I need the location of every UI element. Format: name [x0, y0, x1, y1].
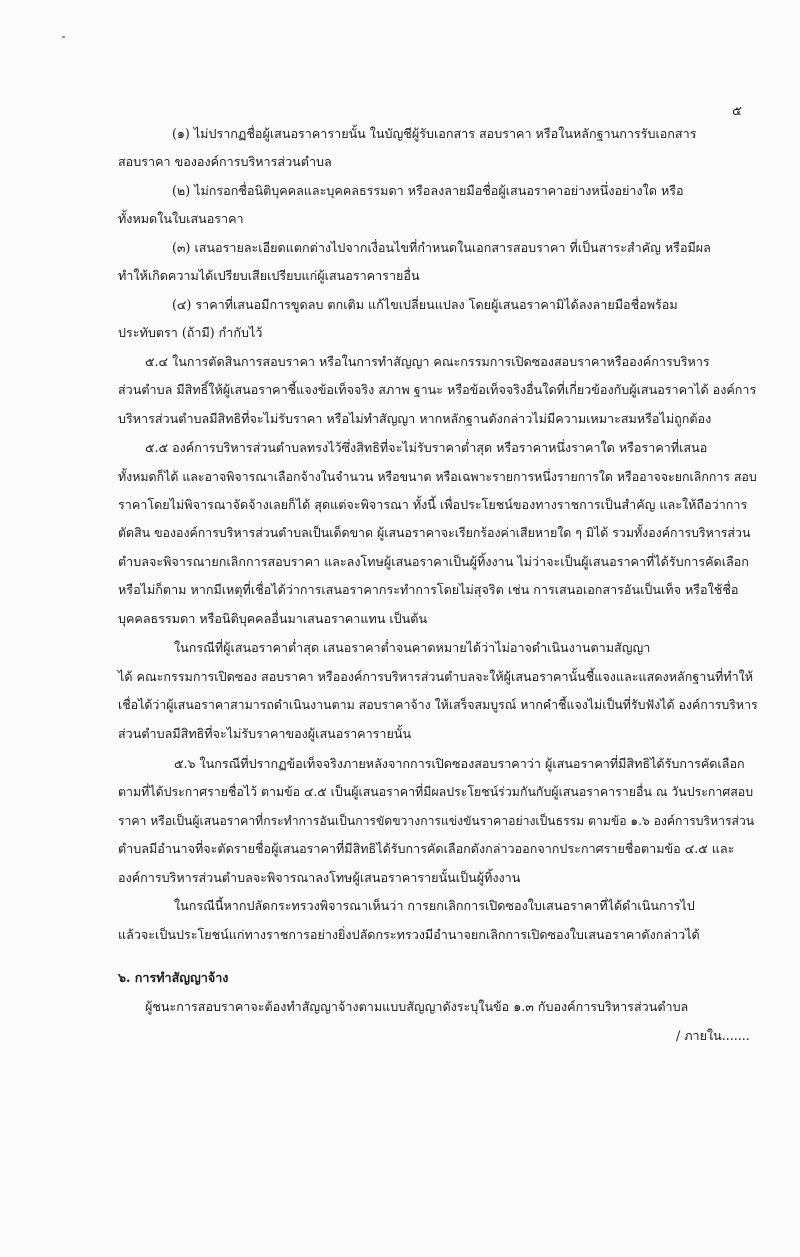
clause-5-3-1-line-2: สอบราคา ขององค์การบริหารส่วนตำบล [118, 154, 332, 169]
clause-5-3-1-line-1: (๑) ไม่ปรากฏชื่อผู้เสนอราคารายนั้น ในบัญชีผู้รับเอกสาร สอบราคา หรือในหลักฐานการรับเอกสาร [172, 126, 697, 141]
scan-speck [62, 36, 65, 38]
clause-5-4-line-2: ส่วนตำบล มีสิทธิ์ให้ผู้เสนอราคาชี้แจงข้อเท็จจริง สภาพ ฐานะ หรือข้อเท็จจริงอื่นใดที่เกี่ยวข้องกับผู้เสนอราคาได้ องค์การ [118, 382, 757, 397]
clause-5-3-3-line-1: (๓) เสนอรายละเอียดแตกต่างไปจากเงื่อนไขที่กำหนดในเอกสารสอบราคา ที่เป็นสาระสำคัญ หรือมีผล [172, 240, 711, 255]
clause-5-3-4-line-1: (๔) ราคาที่เสนอมีการขูดลบ ตกเติม แก้ไขเปลี่ยนแปลง โดยผู้เสนอราคามิได้ลงลายมือชื่อพร้อม [172, 297, 678, 312]
clause-5-5-line-7: บุคคลธรรมดา หรือนิติบุคคลอื่นมาเสนอราคาแทน เป็นต้น [118, 611, 428, 626]
clause-5-4-line-1: ๕.๔ ในการตัดสินการสอบราคา หรือในการทำสัญญา คณะกรรมการเปิดซองสอบราคาหรือองค์การบริหาร [145, 354, 710, 369]
clause-5-3-2-line-2: ทั้งหมดในใบเสนอราคา [118, 211, 244, 226]
clause-5-6-line-5: องค์การบริหารส่วนตำบลจะพิจารณาลงโทษผู้เสนอราคารายนั้นเป็นผู้ทิ้งงาน [118, 870, 521, 885]
clause-5-6-para2-line-1: ในกรณีนี้หากปลัดกระทรวงพิจารณาเห็นว่า การยกเลิกการเปิดซองใบเสนอราคาที่ได้ดำเนินการไป [174, 898, 695, 913]
section-6-line-1: ผู้ชนะการสอบราคาจะต้องทำสัญญาจ้างตามแบบสัญญาดังระบุในข้อ ๑.๓ กับองค์การบริหารส่วนตำบล [145, 999, 689, 1014]
clause-5-3-4-line-2: ประทับตรา (ถ้ามี) กำกับไว้ [118, 325, 263, 340]
clause-5-5-line-2: ทั้งหมดก็ได้ และอาจพิจารณาเลือกจ้างในจำนวน หรือขนาด หรือเฉพาะรายการหนึ่งรายการใด หรืออาจจะยกเลิกการ สอบ [118, 469, 757, 484]
continuation-note: / ภายใน....... [676, 1028, 750, 1043]
clause-5-3-2-line-1: (๒) ไม่กรอกชื่อนิติบุคคลและบุคคลธรรมดา หรือลงลายมือชื่อผู้เสนอราคาอย่างหนึ่งอย่างใด หรือ [172, 183, 684, 198]
clause-5-5-line-1: ๕.๕ องค์การบริหารส่วนตำบลทรงไว้ซึ่งสิทธิที่จะไม่รับราคาต่ำสุด หรือราคาหนึ่งราคาใด หรือราคาที่เสนอ [145, 440, 708, 455]
clause-5-5-line-6: หรือไม่ก็ตาม หากมีเหตุที่เชื่อได้ว่าการเสนอราคากระทำการโดยไม่สุจริต เช่น การเสนอเอกสารอันเป็นเท็จ หรือใช้ชื่อ [118, 582, 739, 597]
page-number: ๕ [732, 104, 742, 119]
clause-5-6-line-4: ตำบลมีอำนาจที่จะตัดรายชื่อผู้เสนอราคาที่มีสิทธิได้รับการคัดเลือกดังกล่าวออกจากประกาศรายชื่อตามข้อ ๔.๕ และ [118, 841, 735, 856]
clause-5-6-para2-line-2: แล้วจะเป็นประโยชน์แก่ทางราชการอย่างยิ่งปลัดกระทรวงมีอำนาจยกเลิกการเปิดซองใบเสนอราคาดังกล่าวได้ [118, 927, 700, 942]
clause-5-6-line-1: ๕.๖ ในกรณีที่ปรากฏข้อเท็จจริงภายหลังจากการเปิดซองสอบราคาว่า ผู้เสนอราคาที่มีสิทธิได้รับการคัดเลือก [174, 756, 745, 771]
clause-5-5-line-4: ตัดสิน ขององค์การบริหารส่วนตำบลเป็นเด็ดขาด ผู้เสนอราคาจะเรียกร้องค่าเสียหายใด ๆ มิได้ รวมทั้งองค์การบริหารส่วน [118, 525, 751, 540]
clause-5-5-para2-line-1: ในกรณีที่ผู้เสนอราคาต่ำสุด เสนอราคาต่ำจนคาดหมายได้ว่าไม่อาจดำเนินงานตามสัญญา [174, 640, 651, 655]
clause-5-5-para2-line-3: เชื่อได้ว่าผู้เสนอราคาสามารถดำเนินงานตาม สอบราคาจ้าง ให้เสร็จสมบูรณ์ หากคำชี้แจงไม่เป็นที่รับฟังได้ องค์การบริหาร [118, 697, 758, 712]
clause-5-5-para2-line-4: ส่วนตำบลมีสิทธิที่จะไม่รับราคาของผู้เสนอราคารายนั้น [118, 726, 412, 741]
clause-5-6-line-2: ตามที่ได้ประกาศรายชื่อไว้ ตามข้อ ๔.๕ เป็นผู้เสนอราคาที่มีผลประโยชน์ร่วมกันกับผู้เสนอราคารายอื่น ณ วันประกาศสอบ [118, 784, 754, 799]
clause-5-5-para2-line-2: ได้ คณะกรรมการเปิดซอง สอบราคา หรือองค์การบริหารส่วนตำบลจะให้ผู้เสนอราคานั้นชี้แจงและแสดงหลักฐานที่ทำให้ [118, 669, 754, 684]
clause-5-3-3-line-2: ทำให้เกิดความได้เปรียบเสียเปรียบแก่ผู้เสนอราคารายอื่น [118, 268, 420, 283]
section-6-heading: ๖. การทำสัญญาจ้าง [118, 970, 229, 985]
clause-5-6-line-3: ราคา หรือเป็นผู้เสนอราคาที่กระทำการอันเป็นการขัดขวางการแข่งขันราคาอย่างเป็นธรรม ตามข้อ ๑.๖ องค์การบริหารส่วน [118, 814, 755, 828]
clause-5-5-line-5: ตำบลจะพิจารณายกเลิกการสอบราคา และลงโทษผู้เสนอราคาเป็นผู้ทิ้งงาน ไม่ว่าจะเป็นผู้เสนอราคาที่ได้รับการคัดเลือก [118, 554, 749, 569]
clause-5-5-line-3: ราคาโดยไม่พิจารณาจัดจ้างเลยก็ได้ สุดแต่จะพิจารณา ทั้งนี้ เพื่อประโยชน์ของทางราชการเป็นสำคัญ และให้ถือว่าการ [118, 497, 748, 512]
clause-5-4-line-3: บริหารส่วนตำบลมีสิทธิที่จะไม่รับราคา หรือไม่ทำสัญญา หากหลักฐานดังกล่าวไม่มีความเหมาะสมหรือไม่ถูกต้อง [118, 411, 712, 426]
